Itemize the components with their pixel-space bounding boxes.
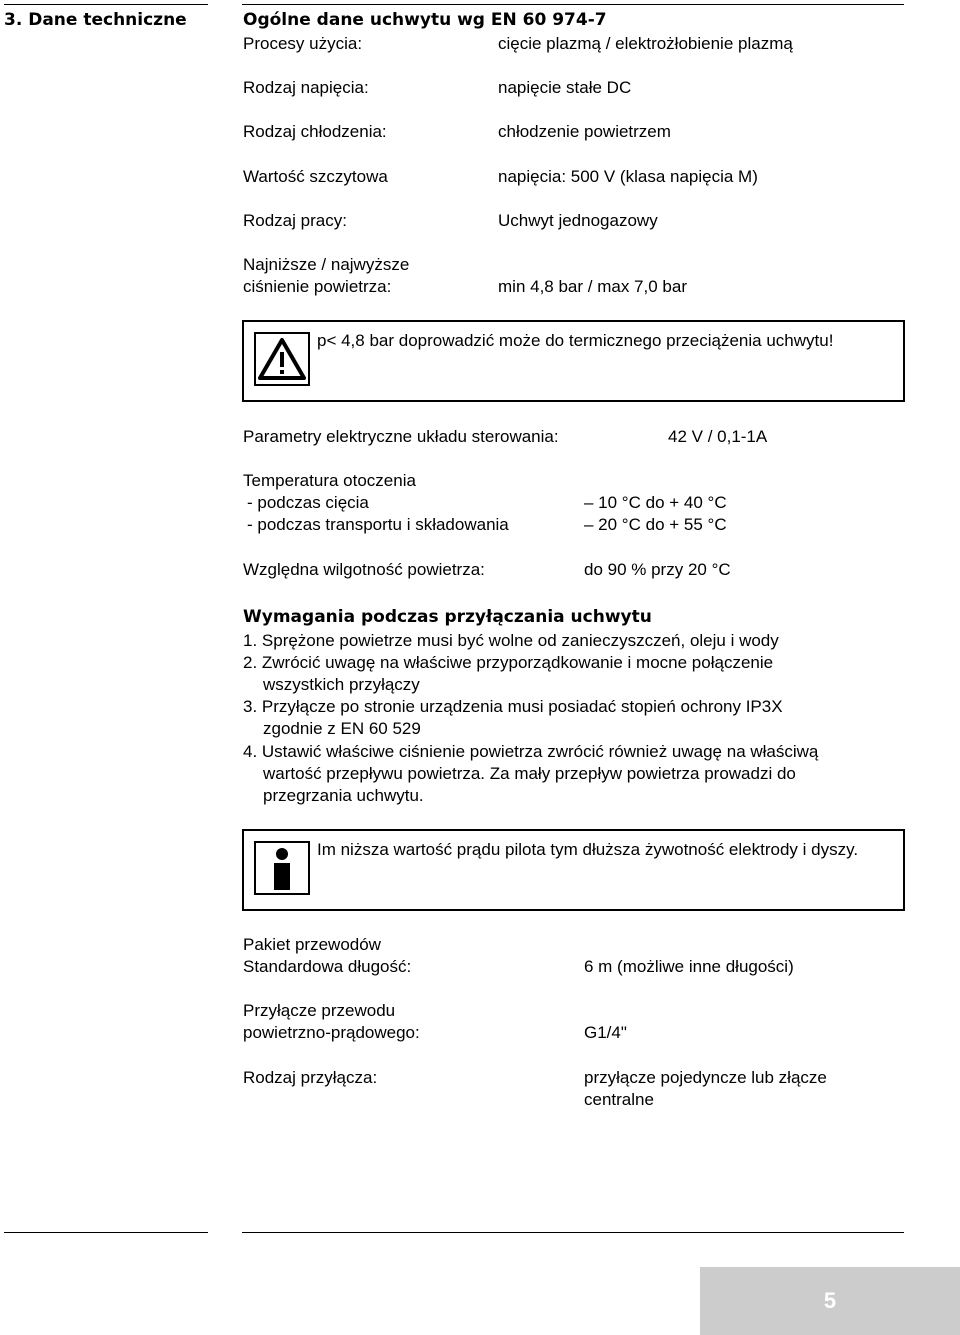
requirement-item: 3. Przyłącze po stronie urządzenia musi posiadać stopień ochrony IP3X [243,697,783,716]
warning-text: p< 4,8 bar doprowadzić może do termicznego przeciążenia uchwytu! [317,331,834,350]
cable-conn-label-line2: powietrzno-prądowego: [243,1023,420,1042]
row-label: Rodzaj napięcia: [243,78,369,97]
top-rule-right [242,4,904,5]
temperature-title: Temperatura otoczenia [243,471,416,490]
temperature-transport-label: - podczas transportu i składowania [247,515,509,534]
page-number: 5 [700,1267,960,1335]
electrical-value: 42 V / 0,1-1A [668,427,768,446]
bottom-rule-left [4,1232,208,1233]
row-value: Uchwyt jednogazowy [498,211,658,230]
row-label: Rodzaj chłodzenia: [243,122,387,141]
pressure-label-line2: ciśnienie powietrza: [243,277,392,296]
electrical-label: Parametry elektryczne układu sterowania: [243,427,559,446]
requirement-item-cont: zgodnie z EN 60 529 [263,719,421,738]
temperature-cutting-label: - podczas cięcia [247,493,369,512]
requirement-item: 1. Sprężone powietrze musi być wolne od zanieczyszczeń, oleju i wody [243,631,779,650]
row-label: Rodzaj pracy: [243,211,347,230]
row-label: Procesy użycia: [243,34,363,53]
section-title: 3. Dane techniczne [4,10,187,30]
requirement-item: 2. Zwrócić uwagę na właściwe przyporządkowanie i mocne połączenie [243,653,774,672]
warning-triangle-icon [254,332,310,391]
pressure-value: min 4,8 bar / max 7,0 bar [498,277,687,296]
temperature-transport-value: – 20 °C do + 55 °C [584,515,727,534]
bottom-rule-right [242,1232,904,1233]
requirement-item: 4. Ustawić właściwe ciśnienie powietrza zwrócić również uwagę na właściwą [243,742,819,761]
cable-conn-label-line1: Przyłącze przewodu [243,1001,396,1020]
row-value: napięcia: 500 V (klasa napięcia M) [498,167,758,186]
cable-type-value-line1: przyłącze pojedyncze lub złącze [584,1068,827,1087]
row-value: chłodzenie powietrzem [498,122,671,141]
info-text: Im niższa wartość prądu pilota tym dłuższa żywotność elektrody i dyszy. [317,840,859,859]
requirement-item-cont: wartość przepływu powietrza. Za mały przepływ powietrza prowadzi do [263,764,796,783]
row-value: napięcie stałe DC [498,78,632,97]
humidity-label: Względna wilgotność powietrza: [243,560,485,579]
row-label: Wartość szczytowa [243,167,388,186]
row-value: cięcie plazmą / elektrożłobienie plazmą [498,34,793,53]
cable-type-label: Rodzaj przyłącza: [243,1068,378,1087]
requirement-item-cont: wszystkich przyłączy [263,675,420,694]
requirements-heading: Wymagania podczas przyłączania uchwytu [243,607,652,627]
humidity-value: do 90 % przy 20 °C [584,560,731,579]
top-rule-left [4,4,208,5]
pressure-label-line1: Najniższe / najwyższe [243,255,410,274]
cable-type-value-line2: centralne [584,1090,654,1109]
cable-length-value: 6 m (możliwe inne długości) [584,957,794,976]
info-box [242,829,905,911]
temperature-cutting-value: – 10 °C do + 40 °C [584,493,727,512]
cable-length-label: Standardowa długość: [243,957,412,976]
requirement-item-cont: przegrzania uchwytu. [263,786,424,805]
cable-title: Pakiet przewodów [243,935,381,954]
cable-conn-value: G1/4" [584,1023,627,1042]
info-icon [254,841,310,900]
section-heading: Ogólne dane uchwytu wg EN 60 974-7 [243,10,607,30]
warning-box [242,320,905,402]
